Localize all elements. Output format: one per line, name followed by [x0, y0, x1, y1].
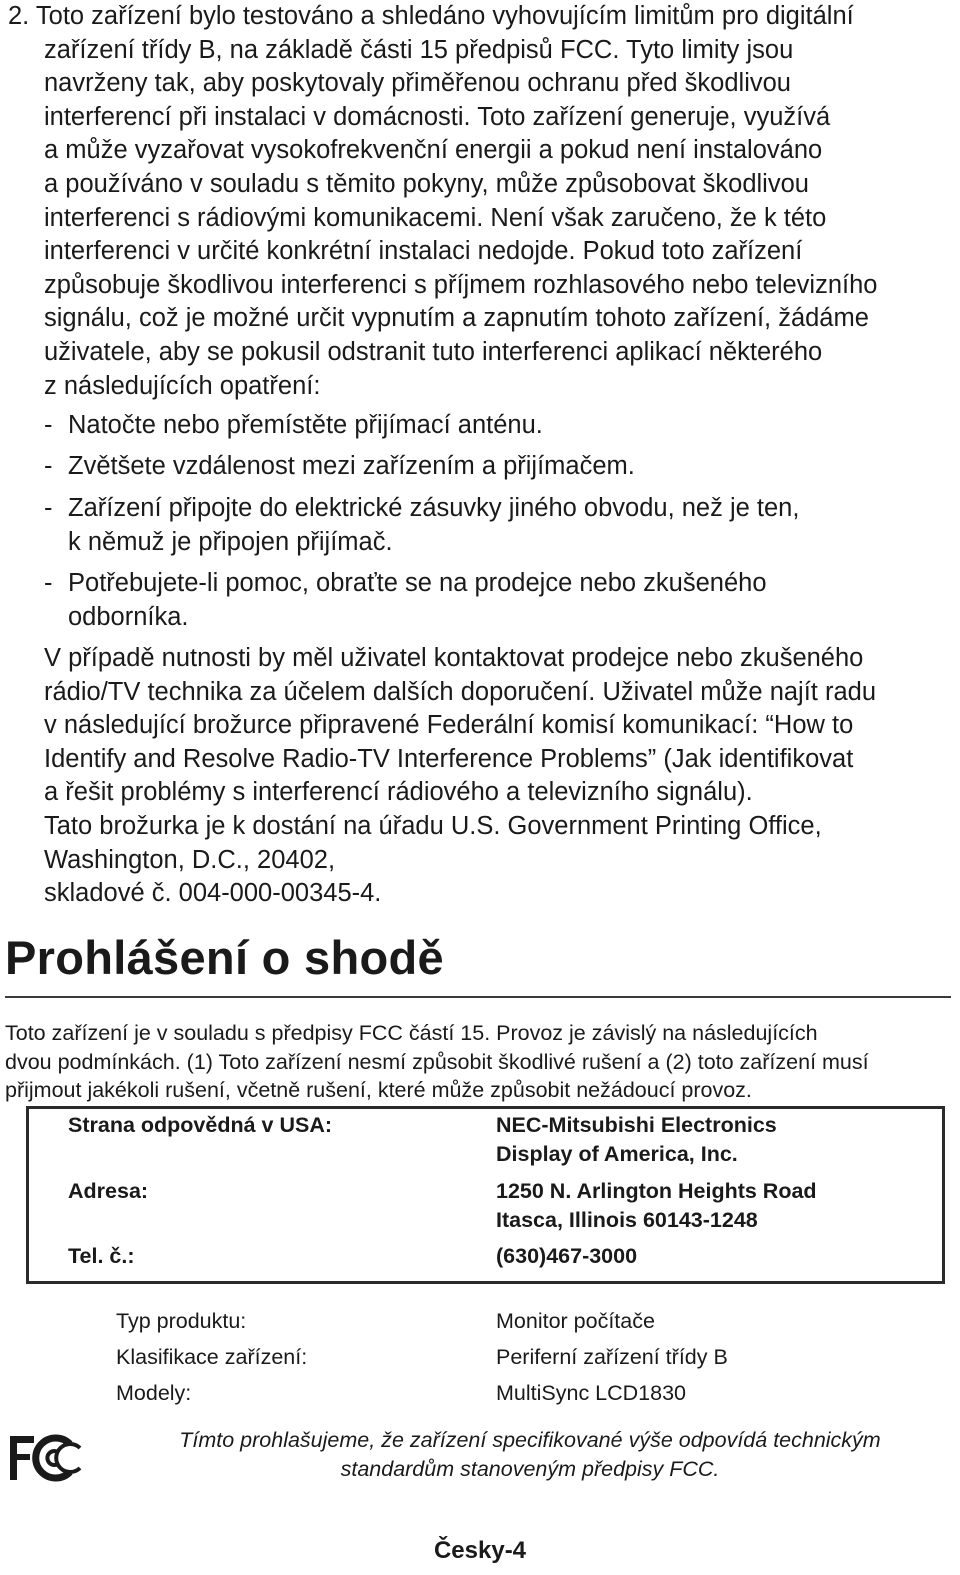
statement-line: Tímto prohlašujeme, že zařízení specifikované výše odpovídá technickým — [179, 1428, 881, 1452]
phone-label: Tel. č.: — [68, 1244, 135, 1268]
models-value: MultiSync LCD1830 — [496, 1381, 687, 1405]
closing-paragraph — [44, 642, 876, 911]
item-2-paragraph — [8, 0, 958, 403]
bullet-text: Potřebujete-li pomoc, obraťte se na prodejce nebo zkušeného — [68, 569, 767, 597]
page-footer: Česky-4 — [433, 1537, 527, 1564]
paragraph-line: v následující brožurce připravené Federální komisí komunikací: “How to — [44, 711, 854, 740]
paragraph-line: a používáno v souladu s těmito pokyny, může způsobovat škodlivou — [44, 169, 809, 198]
address-value — [496, 1177, 817, 1235]
heading-divider — [5, 996, 951, 998]
bullet-text: Natočte nebo přemístěte přijímací anténu. — [68, 411, 543, 439]
intro-line: Toto zařízení je v souladu s předpisy FCC částí 15. Provoz je závislý na následujících — [5, 1021, 818, 1045]
party-label: Strana odpovědná v USA: — [68, 1113, 333, 1137]
bullet-item — [44, 409, 543, 443]
paragraph-line: 2. Toto zařízení bylo testováno a shledáno vyhovujícím limitům pro digitální — [8, 2, 854, 30]
paragraph-line: zařízení třídy B, na základě části 15 předpisů FCC. Tyto limity jsou — [44, 35, 794, 64]
models-label: Modely: — [116, 1381, 192, 1405]
party-value — [496, 1111, 777, 1169]
address-label: Adresa: — [68, 1179, 149, 1203]
fcc-statement — [140, 1426, 920, 1484]
paragraph-line: skladové č. 004-000-00345-4. — [44, 879, 382, 908]
bullet-dash: - — [44, 411, 53, 439]
party-value-line: Display of America, Inc. — [496, 1142, 738, 1166]
classification-value: Periferní zařízení třídy B — [496, 1345, 728, 1369]
party-value-line: NEC-Mitsubishi Electronics — [496, 1113, 777, 1137]
paragraph-line: a řešit problémy s interferencí rádiového a televizního signálu). — [44, 778, 753, 807]
bullet-dash: - — [44, 494, 53, 522]
fcc-logo-icon — [8, 1430, 84, 1484]
paragraph-line: V případě nutnosti by měl uživatel kontaktovat prodejce nebo zkušeného — [44, 644, 864, 672]
bullet-text: Zařízení připojte do elektrické zásuvky jiného obvodu, než je ten, — [68, 494, 800, 522]
paragraph-line: interferencí při instalaci v domácnosti. Toto zařízení generuje, využívá — [44, 102, 831, 131]
paragraph-line: signálu, což je možné určit vypnutím a zapnutím tohoto zařízení, žádáme — [44, 304, 869, 333]
phone-value: (630)467-3000 — [496, 1244, 638, 1268]
address-value-line: Itasca, Illinois 60143-1248 — [496, 1208, 758, 1232]
paragraph-line: Washington, D.C., 20402, — [44, 845, 336, 874]
bullet-dash: - — [44, 452, 53, 480]
bullet-item — [44, 450, 635, 484]
paragraph-line: interferenci s rádiovými komunikacemi. Není však zaručeno, že k této — [44, 203, 827, 232]
bullet-item — [44, 492, 799, 559]
paragraph-line: navrženy tak, aby poskytovaly přiměřenou ochranu před škodlivou — [44, 69, 791, 98]
statement-line: standardům stanoveným předpisy FCC. — [340, 1457, 720, 1481]
intro-line: přijmout jakékoli rušení, včetně rušení, které může způsobit nežádoucí provoz. — [5, 1078, 752, 1102]
bullet-text: odborníka. — [68, 602, 189, 631]
section-heading: Prohlášení o shodě — [5, 931, 444, 984]
paragraph-line: Identify and Resolve Radio-TV Interference Problems” (Jak identifikovat — [44, 744, 854, 773]
bullet-text: k němuž je připojen přijímač. — [68, 527, 393, 556]
paragraph-line: interferenci v určité konkrétní instalaci nedojde. Pokud toto zařízení — [44, 237, 803, 266]
paragraph-line: rádio/TV technika za účelem dalších doporučení. Uživatel může najít radu — [44, 677, 877, 706]
address-value-line: 1250 N. Arlington Heights Road — [496, 1179, 817, 1203]
paragraph-line: Tato brožurka je k dostání na úřadu U.S. Government Printing Office, — [44, 811, 822, 840]
bullet-item — [44, 567, 767, 634]
classification-label: Klasifikace zařízení: — [116, 1345, 308, 1369]
bullet-dash: - — [44, 569, 53, 597]
paragraph-line: z následujících opatření: — [44, 371, 321, 400]
paragraph-line: způsobuje škodlivou interferenci s příjmem rozhlasového nebo televizního — [44, 270, 878, 299]
product-type-value: Monitor počítače — [496, 1309, 655, 1333]
declaration-intro — [5, 1019, 869, 1105]
product-type-label: Typ produktu: — [116, 1309, 247, 1333]
bullet-text: Zvětšete vzdálenost mezi zařízením a přijímačem. — [68, 452, 635, 480]
paragraph-line: a může vyzařovat vysokofrekvenční energii a pokud není instalováno — [44, 136, 823, 165]
intro-line: dvou podmínkách. (1) Toto zařízení nesmí způsobit škodlivé rušení a (2) toto zařízení musí — [5, 1049, 869, 1074]
paragraph-line: uživatele, aby se pokusil odstranit tuto interferenci aplikací některého — [44, 337, 823, 366]
